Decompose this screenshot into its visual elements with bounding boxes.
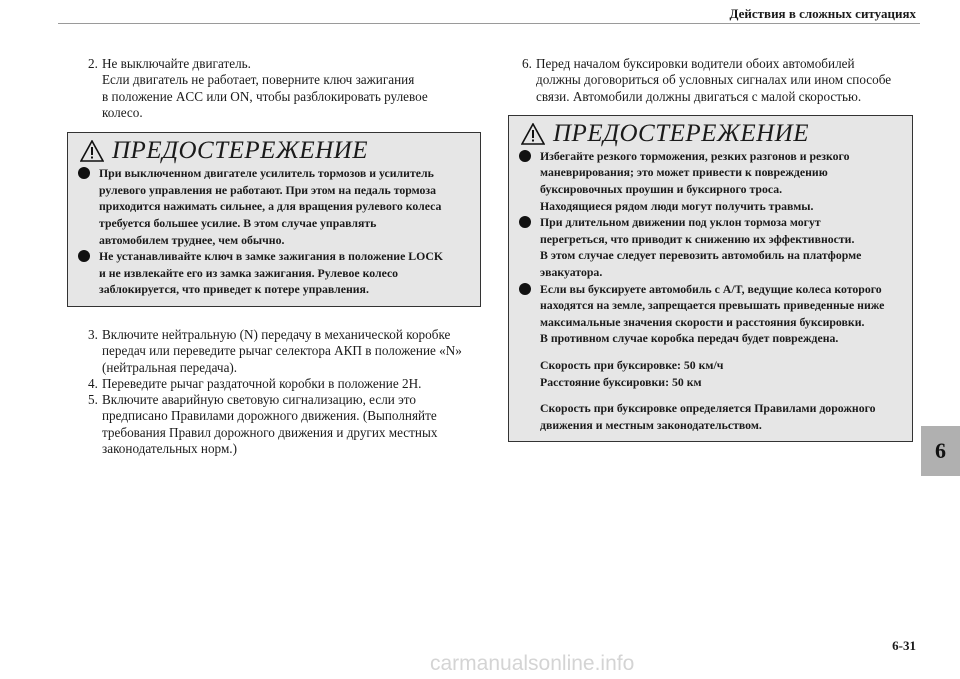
- page-number: 6-31: [892, 638, 916, 653]
- bullet-icon: [519, 283, 531, 295]
- step-2: [88, 56, 483, 121]
- bullet-icon: [519, 216, 531, 228]
- warning-item-text: Избегайте резкого торможения, резких разгонов и резкого маневрирования; это может привести к повреждению буксировочных проушин и буксирного троса. Находящиеся рядом люди могут получить травмы.: [540, 148, 850, 213]
- warning-item-text: При длительном движении под уклон тормоза могут перегреться, что приводит к снижению их эффективности. В этом случае следует перевозить автомобиль на платформе эвакуатора.: [540, 215, 862, 280]
- warning-box-left: [67, 132, 481, 307]
- step-number: 4.: [88, 375, 98, 391]
- step-text: Перед началом буксировки водители обоих автомобилей должны договориться об условных сигналах или ином способе связи. Автомобили должны двигаться с малой скоростью.: [536, 56, 892, 104]
- step-6: [522, 56, 927, 105]
- step-number: 2.: [88, 56, 98, 71]
- bullet-icon: [78, 167, 90, 179]
- step-4: [88, 376, 483, 392]
- warning-item-text: При выключенном двигателе усилитель тормозов и усилитель рулевого управления не работают. При этом на педаль тормоза приходится нажимать сильнее, а для вращения рулевого колеса требуется большее усилие. В этом случае управлять автомобилем труднее, чем обычно.: [99, 166, 442, 247]
- towing-note: Скорость при буксировке определяется Правилами дорожного движения и местным законодательством.: [540, 401, 876, 432]
- watermark: carmanualsonline.info: [430, 652, 635, 675]
- warning-item: [519, 148, 904, 214]
- step-text: Не выключайте двигатель. Если двигатель не работает, поверните ключ зажигания в положение ACC или ON, чтобы разблокировать рулевое колесо.: [102, 56, 428, 120]
- warning-item-text: Не устанавливайте ключ в замке зажигания в положение LOCK и не извлекайте его из замка зажигания. Рулевое колесо заблокируется, что приведет к потере управления.: [99, 249, 444, 297]
- step-5: [88, 392, 483, 457]
- step-number: 3.: [88, 326, 98, 342]
- warning-title: ПРЕДОСТЕРЕЖЕНИЕ: [112, 137, 368, 165]
- warning-item: [519, 214, 904, 280]
- right-column: [522, 56, 927, 442]
- warning-item-text: Если вы буксируете автомобиль с A/T, ведущие колеса которого находятся на земле, запрещается превышать приведенные ниже максимальные значения скорости и расстояния буксировки. В противном случае коробка передач будет повреждена.: [540, 281, 885, 346]
- step-number: 5.: [88, 392, 98, 408]
- warning-header: [78, 137, 472, 165]
- step-text: Включите аварийную световую сигнализацию, если это предписано Правилами дорожного движения. (Выполняйте требования Правил дорожного движения и других местных законодательных норм.): [102, 392, 438, 457]
- warning-triangle-icon: [521, 123, 545, 145]
- warning-header: [519, 120, 904, 148]
- step-text: Переведите рычаг раздаточной коробки в положение 2H.: [102, 375, 422, 391]
- running-header: Действия в сложных ситуациях: [729, 6, 916, 21]
- warning-box-right: [508, 115, 913, 443]
- bullet-icon: [519, 150, 531, 162]
- step-3: [88, 327, 483, 376]
- header-divider: [58, 23, 920, 24]
- step-number: 6.: [522, 56, 532, 71]
- chapter-tab: 6: [921, 426, 960, 476]
- warning-item: [78, 248, 472, 298]
- left-column: [88, 56, 483, 457]
- towing-limits: Скорость при буксировке: 50 км/ч Расстояние буксировки: 50 км: [540, 358, 724, 389]
- step-text: Включите нейтральную (N) передачу в механической коробке передач или переведите рычаг селектора АКП в положение «N» (нейтральная передача).: [102, 326, 462, 375]
- warning-title: ПРЕДОСТЕРЕЖЕНИЕ: [553, 119, 809, 147]
- bullet-icon: [78, 250, 90, 262]
- warning-item: [519, 281, 904, 347]
- warning-item: [78, 165, 472, 248]
- warning-triangle-icon: [80, 140, 104, 162]
